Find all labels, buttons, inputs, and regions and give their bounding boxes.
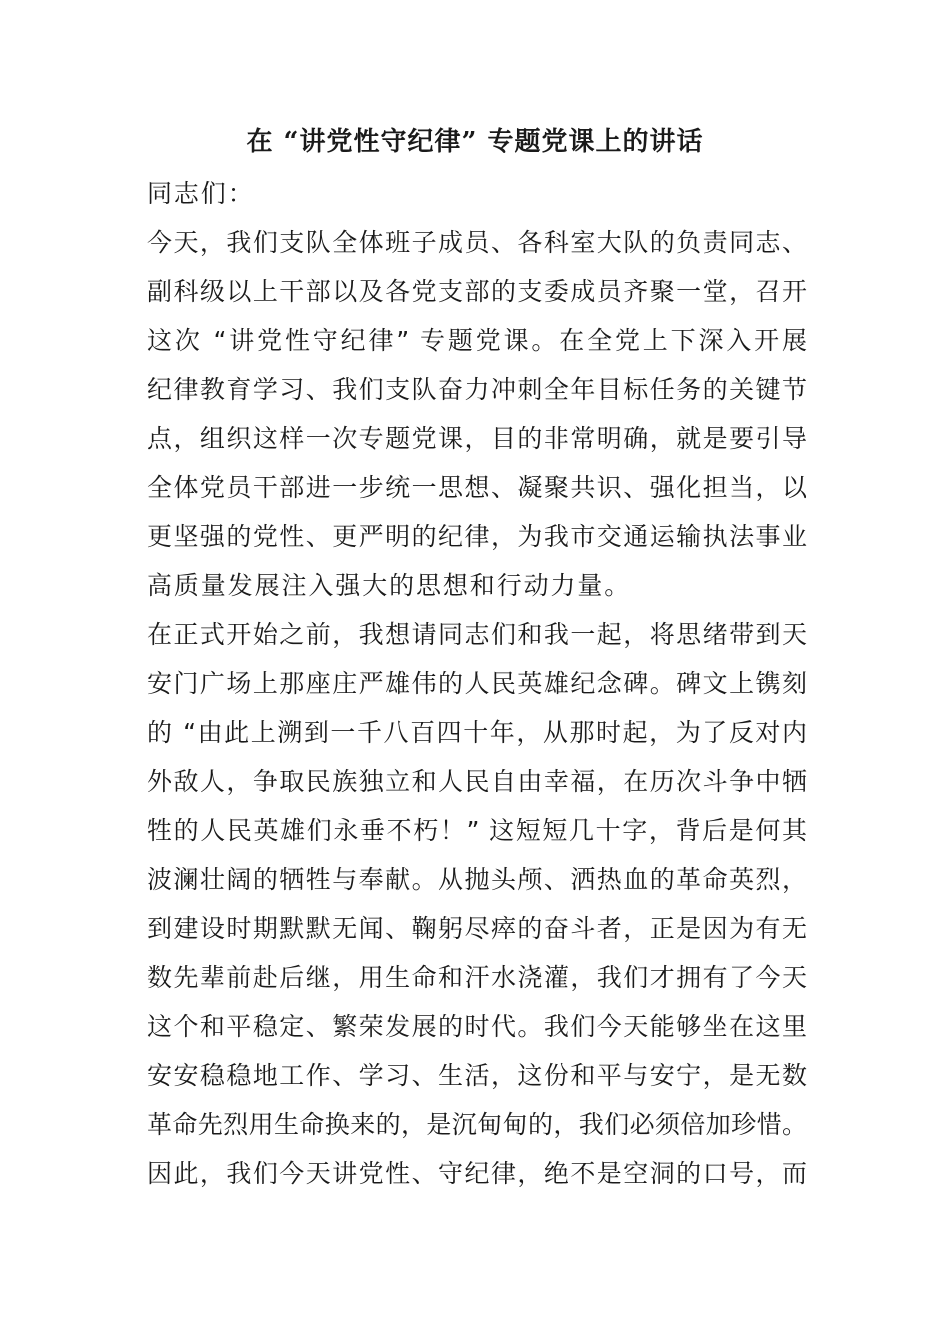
- text-line: 今天，我们支队全体班子成员、各科室大队的负责同志、: [147, 228, 807, 257]
- text-line: 全体党员干部进一步统一思想、凝聚共识、强化担当，以: [147, 473, 807, 502]
- text-line: 外敌人，争取民族独立和人民自由幸福，在历次斗争中牺: [147, 767, 807, 796]
- text-line: 安安稳稳地工作、学习、生活，这份和平与安宁，是无数: [147, 1061, 807, 1090]
- text-line: 数先辈前赴后继，用生命和汗水浇灌，我们才拥有了今天: [147, 963, 807, 992]
- text-line: 点，组织这样一次专题党课，目的非常明确，就是要引导: [147, 424, 807, 453]
- text-line: 到建设时期默默无闻、鞠躬尽瘁的奋斗者，正是因为有无: [147, 914, 807, 943]
- text-line: 在正式开始之前，我想请同志们和我一起，将思绪带到天: [147, 620, 807, 649]
- document-title: 在 “讲党性守纪律” 专题党课上的讲话: [246, 127, 704, 157]
- document-body: [147, 169, 807, 1198]
- text-line: 革命先烈用生命换来的，是沉甸甸的，我们必须倍加珍惜。: [147, 1110, 807, 1139]
- text-line: 的 “由此上溯到一千八百四十年，从那时起，为了反对内: [147, 718, 807, 747]
- text-line: 波澜壮阔的牺牲与奉献。从抛头颅、洒热血的革命英烈，: [147, 865, 807, 894]
- text-line: 因此，我们今天讲党性、守纪律，绝不是空洞的口号，而: [147, 1159, 807, 1188]
- text-line: 纪律教育学习、我们支队奋力冲刺全年目标任务的关键节: [147, 375, 807, 404]
- text-line: 副科级以上干部以及各党支部的支委成员齐聚一堂，召开: [147, 277, 807, 306]
- text-line: 这个和平稳定、繁荣发展的时代。我们今天能够坐在这里: [147, 1012, 807, 1041]
- text-line: 这次 “讲党性守纪律” 专题党课。在全党上下深入开展: [147, 326, 807, 355]
- salutation-line: 同志们：: [147, 179, 255, 208]
- text-line: 牲的人民英雄们永垂不朽！” 这短短几十字，背后是何其: [147, 816, 807, 845]
- text-line: 更坚强的党性、更严明的纪律，为我市交通运输执法事业: [147, 522, 807, 551]
- text-line: 高质量发展注入强大的思想和行动力量。: [147, 571, 632, 600]
- text-line: 安门广场上那座庄严雄伟的人民英雄纪念碑。碑文上镌刻: [147, 669, 807, 698]
